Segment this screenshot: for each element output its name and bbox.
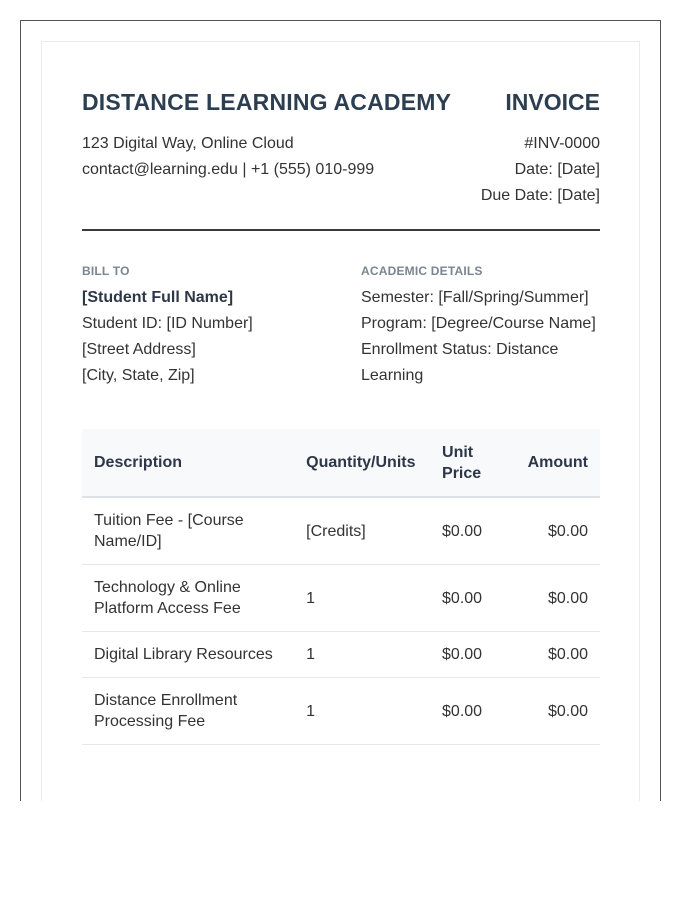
invoice-header (82, 82, 600, 122)
header-divider (82, 229, 600, 231)
row-unit-price: $0.00 (430, 632, 509, 678)
parties-section (82, 263, 600, 389)
invoice-title: INVOICE (505, 89, 600, 115)
student-name: [Student Full Name] (82, 289, 234, 306)
academic-details-label: ACADEMIC DETAILS (361, 264, 483, 278)
bill-to-block (82, 263, 361, 389)
table-row (82, 632, 600, 678)
row-quantity: 1 (294, 632, 430, 678)
academy-contact-line: contact@learning.edu | +1 (555) 010-999 (82, 161, 375, 178)
table-body (82, 497, 600, 745)
table-row (82, 565, 600, 632)
table-row (82, 497, 600, 565)
header-amount: Amount (509, 429, 600, 497)
header-unit-price: Unit Price (430, 429, 509, 497)
table-header (82, 429, 600, 497)
student-city: [City, State, Zip] (82, 367, 195, 384)
row-unit-price: $0.00 (430, 565, 509, 632)
row-quantity: 1 (294, 565, 430, 632)
row-description: Tuition Fee - [Course Name/ID] (82, 497, 294, 565)
header-info (82, 131, 600, 209)
row-quantity: [Credits] (294, 497, 430, 565)
student-id: Student ID: [ID Number] (82, 315, 253, 332)
row-description: Technology & Online Platform Access Fee (82, 565, 294, 632)
header-quantity: Quantity/Units (294, 429, 430, 497)
row-amount: $0.00 (509, 632, 600, 678)
invoice-meta (481, 131, 600, 209)
student-street: [Street Address] (82, 341, 196, 358)
row-unit-price: $0.00 (430, 497, 509, 565)
bill-to-label: BILL TO (82, 264, 130, 278)
table-row (82, 678, 600, 745)
academic-details-block (361, 263, 600, 389)
academy-name: DISTANCE LEARNING ACADEMY (82, 89, 452, 115)
invoice-due-date: Due Date: [Date] (480, 187, 600, 204)
table-header-row (82, 429, 600, 497)
invoice-content (82, 82, 600, 745)
semester-line: Semester: [Fall/Spring/Summer] (361, 289, 589, 306)
line-items-table (82, 429, 600, 745)
program-line: Program: [Degree/Course Name] (361, 315, 596, 332)
enrollment-status-line: Enrollment Status: Distance Learning (361, 341, 559, 384)
invoice-date: Date: [Date] (514, 161, 600, 178)
row-amount: $0.00 (509, 565, 600, 632)
academy-contact (82, 131, 374, 209)
header-description: Description (82, 429, 294, 497)
academy-address: 123 Digital Way, Online Cloud (82, 135, 294, 152)
row-quantity: 1 (294, 678, 430, 745)
row-amount: $0.00 (509, 678, 600, 745)
row-description: Digital Library Resources (82, 632, 294, 678)
row-description: Distance Enrollment Processing Fee (82, 678, 294, 745)
invoice-number: #INV-0000 (524, 135, 600, 152)
row-amount: $0.00 (509, 497, 600, 565)
row-unit-price: $0.00 (430, 678, 509, 745)
